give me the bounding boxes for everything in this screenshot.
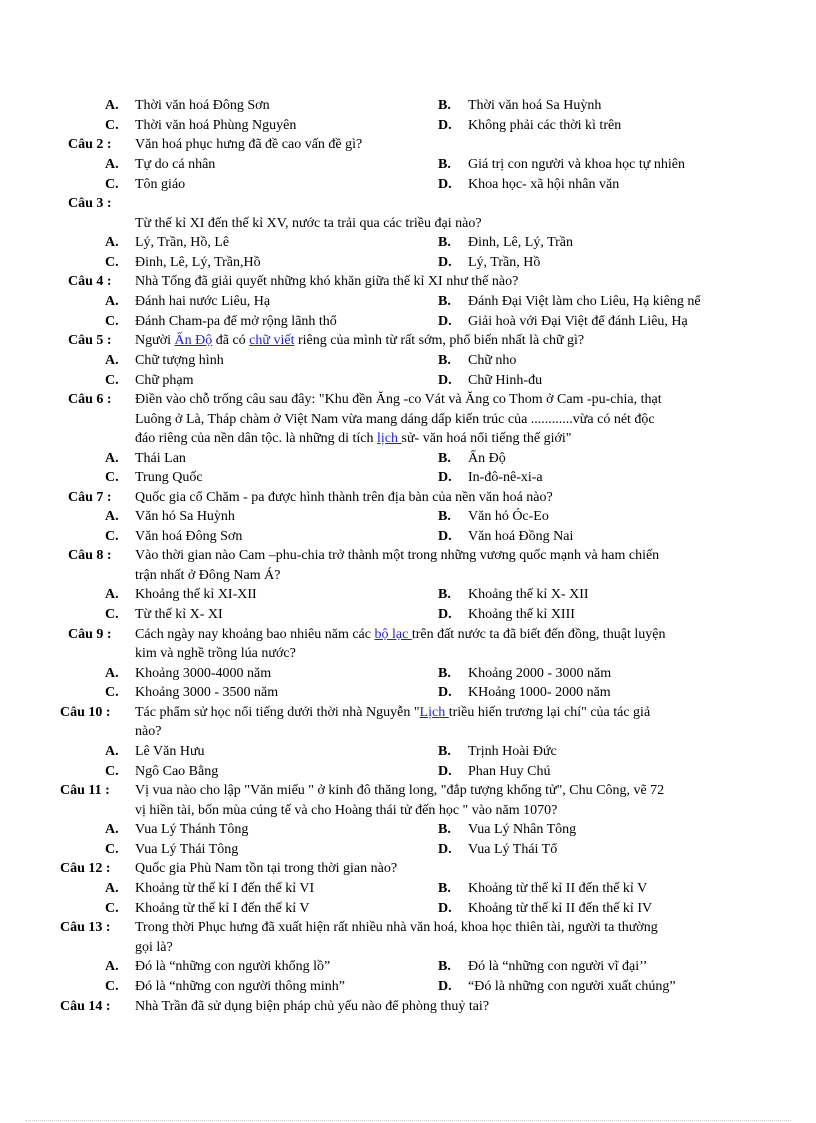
question-text: Trong thời Phục hưng đã xuất hiện rất nhiều nhà văn hoá, khoa học thiên tài, người ta thường (135, 920, 658, 935)
option-letter: C. (105, 901, 119, 916)
option-letter: A. (105, 587, 119, 602)
option-letter: C. (105, 979, 119, 994)
option-letter: D. (438, 314, 452, 329)
option-letter: D. (438, 979, 452, 994)
option-text: Ấn Độ (468, 451, 506, 466)
option-text: Từ thế kỉ X- XI (135, 607, 223, 622)
an-do-link[interactable]: Ấn Độ (174, 333, 213, 348)
option-text: Khoảng 2000 - 3000 năm (468, 666, 612, 681)
option-text: Khoảng từ thế kỉ I đến thế kỉ V (135, 901, 310, 916)
text-segment: riêng của mình từ rất sớm, phổ biến nhất là chữ gì? (294, 333, 585, 348)
option-text: Khoảng 3000 - 3500 năm (135, 685, 279, 700)
option-text: Ngô Cao Bằng (135, 764, 219, 779)
question-label: Câu 3 : (68, 196, 112, 211)
option-letter: C. (105, 118, 119, 133)
option-text: Lý, Trần, Hồ (468, 255, 541, 270)
option-text: In-đô-nê-xi-a (468, 470, 543, 485)
question-label: Câu 2 : (68, 137, 112, 152)
option-letter: B. (438, 959, 451, 974)
question-label: Câu 14 : (60, 999, 111, 1014)
option-text: Đánh Cham-pa để mở rộng lãnh thổ (135, 314, 337, 329)
option-text: Phan Huy Chú (468, 764, 551, 779)
option-letter: D. (438, 255, 452, 270)
option-letter: A. (105, 881, 119, 896)
option-letter: A. (105, 98, 119, 113)
option-letter: B. (438, 587, 451, 602)
question-text: Quốc gia cổ Chăm - pa được hình thành trên địa bàn của nền văn hoá nào? (135, 490, 553, 505)
question-label: Câu 4 : (68, 274, 112, 289)
option-letter: B. (438, 881, 451, 896)
option-letter: C. (105, 373, 119, 388)
option-text: Khoảng thế kỉ X- XII (468, 587, 589, 602)
option-text: Vua Lý Thánh Tông (135, 822, 249, 837)
question-text: Từ thế kỉ XI đến thế kỉ XV, nước ta trải qua các triều đại nào? (135, 216, 482, 231)
option-letter: D. (438, 764, 452, 779)
question-label: Câu 7 : (68, 490, 112, 505)
option-text: KHoảng 1000- 2000 năm (468, 685, 611, 700)
text-segment: Tác phẩm sử học nổi tiếng dưới thời nhà Nguyễn " (135, 705, 420, 720)
question-text: Văn hoá phục hưng đã đề cao vấn đề gì? (135, 137, 363, 152)
option-text: Văn hó Óc-Eo (468, 509, 549, 524)
text-segment: đã có (212, 333, 250, 348)
question-text: trận nhất ở Đông Nam Á? (135, 568, 281, 583)
option-letter: C. (105, 255, 119, 270)
question-text (135, 332, 584, 351)
question-label: Câu 10 : (60, 705, 111, 720)
bo-lac-link[interactable]: bộ lạc (374, 627, 412, 642)
option-letter: A. (105, 157, 119, 172)
option-letter: A. (105, 509, 119, 524)
option-letter: B. (438, 157, 451, 172)
option-letter: B. (438, 235, 451, 250)
option-letter: A. (105, 451, 119, 466)
option-letter: A. (105, 235, 119, 250)
option-text: Khoảng 3000-4000 năm (135, 666, 272, 681)
option-text: Đinh, Lê, Lý, Trần,Hồ (135, 255, 261, 270)
option-letter: B. (438, 666, 451, 681)
option-letter: C. (105, 764, 119, 779)
question-text: Vị vua nào cho lập "Văn miếu " ở kinh đô thăng long, "đắp tượng khổng tử", Chu Công, vẽ 72 (135, 783, 665, 798)
option-text: Tôn giáo (135, 177, 186, 192)
option-letter: D. (438, 470, 452, 485)
option-letter: D. (438, 842, 452, 857)
option-text: Khoảng thế kỉ XI-XII (135, 587, 257, 602)
option-text: Lê Văn Hưu (135, 744, 205, 759)
text-segment: trên đất nước ta đã biết đến đồng, thuật luyện (411, 627, 666, 642)
option-letter: B. (438, 822, 451, 837)
option-letter: C. (105, 842, 119, 857)
question-text: gọi là? (135, 940, 173, 955)
option-text: Thời văn hoá Đông Sơn (135, 98, 270, 113)
lich-trieu-link[interactable]: Lịch (419, 705, 449, 720)
text-segment: Người (135, 333, 175, 348)
option-letter: C. (105, 685, 119, 700)
option-text: “Đó là những con người xuất chúng” (468, 979, 676, 994)
option-text: Vua Lý Thái Tông (135, 842, 239, 857)
question-text (135, 430, 572, 449)
option-text: Văn hoá Đông Sơn (135, 529, 243, 544)
option-text: Trịnh Hoài Đức (468, 744, 557, 759)
option-letter: D. (438, 177, 452, 192)
option-text: Trung Quốc (135, 470, 203, 485)
question-label: Câu 6 : (68, 392, 112, 407)
option-text: Khoảng từ thế kỉ I đến thế kỉ VI (135, 881, 315, 896)
text-segment: đáo riêng của nền dân tộc. là những di tích (135, 431, 378, 446)
question-label: Câu 9 : (68, 627, 112, 642)
question-text: Điền vào chỗ trống câu sau đây: "Khu đền Ăng -co Vát và Ăng co Thom ở Cam -pu-chia, thạt (135, 392, 662, 407)
question-text (135, 704, 650, 723)
question-text: Nhà Tống đã giải quyết những khó khăn giữa thế kỉ XI như thế nào? (135, 274, 519, 289)
text-segment: Cách ngày nay khoảng bao nhiêu năm các (135, 627, 375, 642)
option-letter: A. (105, 744, 119, 759)
question-label: Câu 11 : (60, 783, 110, 798)
option-text: Vua Lý Thái Tổ (468, 842, 558, 857)
option-letter: D. (438, 901, 452, 916)
option-text: Chữ Hinh-đu (468, 373, 543, 388)
option-text: Đó là “những con người thông minh” (135, 979, 345, 994)
option-letter: A. (105, 353, 119, 368)
text-segment: triều hiến trương lại chí" của tác giả (448, 705, 651, 720)
option-text: Đó là “những con người vĩ đại’’ (468, 959, 648, 974)
question-text: Quốc gia Phù Nam tồn tại trong thời gian nào? (135, 861, 398, 876)
option-text: Khoa học- xã hội nhân văn (468, 177, 620, 192)
option-letter: B. (438, 353, 451, 368)
option-letter: C. (105, 607, 119, 622)
option-text: Chữ nho (468, 353, 517, 368)
chu-viet-link[interactable]: chữ viết (249, 333, 295, 348)
option-text: Giải hoà với Đại Việt để đánh Liêu, Hạ (468, 314, 688, 329)
option-text: Đánh hai nước Liêu, Hạ (135, 294, 271, 309)
question-text: Vào thời gian nào Cam –phu-chia trở thành một trong những vương quốc mạnh và ham chiến (135, 548, 660, 563)
option-letter: B. (438, 98, 451, 113)
question-text: nào? (135, 724, 162, 739)
option-letter: A. (105, 959, 119, 974)
option-letter: A. (105, 294, 119, 309)
option-text: Khoảng thế kỉ XIII (468, 607, 575, 622)
option-letter: C. (105, 177, 119, 192)
option-text: Giá trị con người và khoa học tự nhiên (468, 157, 685, 172)
option-text: Đó là “những con người khổng lồ” (135, 959, 331, 974)
option-letter: D. (438, 529, 452, 544)
question-text: Luông ở Là, Tháp chàm ở Việt Nam vừa mang dáng dấp kiến trúc của ............vừa có nét độc (135, 412, 655, 427)
page-bottom-divider (25, 1120, 791, 1121)
question-text: vị hiền tài, bốn mùa cúng tế và cho Hoàng thái tử đến học " vào năm 1070? (135, 803, 558, 818)
question-text: Nhà Trần đã sử dụng biện pháp chủ yếu nào để phòng thuỷ tai? (135, 999, 490, 1014)
option-letter: B. (438, 451, 451, 466)
question-text (135, 626, 666, 645)
question-label: Câu 5 : (68, 333, 112, 348)
option-text: Văn hó Sa Huỳnh (135, 509, 235, 524)
option-text: Không phải các thời kì trên (468, 118, 622, 133)
option-text: Chữ phạm (135, 373, 194, 388)
option-letter: C. (105, 314, 119, 329)
option-text: Tự do cá nhân (135, 157, 216, 172)
option-text: Thời văn hoá Phùng Nguyên (135, 118, 297, 133)
lich-link[interactable]: lịch (377, 431, 402, 446)
option-text: Văn hoá Đồng Nai (468, 529, 574, 544)
option-text: Thái Lan (135, 451, 186, 466)
question-label: Câu 12 : (60, 861, 111, 876)
option-letter: C. (105, 529, 119, 544)
option-text: Vua Lý Nhân Tông (468, 822, 577, 837)
option-text: Lý, Trần, Hồ, Lê (135, 235, 230, 250)
option-letter: D. (438, 373, 452, 388)
option-letter: A. (105, 822, 119, 837)
option-letter: C. (105, 470, 119, 485)
option-letter: B. (438, 744, 451, 759)
option-text: Khoảng từ thế kỉ II đến thế kỉ IV (468, 901, 653, 916)
question-text: kim và nghề trồng lúa nước? (135, 646, 296, 661)
text-segment: sử- văn hoá nổi tiếng thế giới" (401, 431, 572, 446)
option-letter: A. (105, 666, 119, 681)
option-letter: D. (438, 118, 452, 133)
option-text: Đinh, Lê, Lý, Trần (468, 235, 573, 250)
option-text: Khoảng từ thế kỉ II đến thế kỉ V (468, 881, 648, 896)
question-label: Câu 13 : (60, 920, 111, 935)
option-letter: B. (438, 509, 451, 524)
option-letter: D. (438, 607, 452, 622)
question-label: Câu 8 : (68, 548, 112, 563)
option-text: Chữ tượng hình (135, 353, 224, 368)
option-text: Thời văn hoá Sa Huỳnh (468, 98, 602, 113)
option-letter: B. (438, 294, 451, 309)
option-letter: D. (438, 685, 452, 700)
option-text: Đánh Đại Việt làm cho Liêu, Hạ kiêng nể (468, 294, 701, 309)
